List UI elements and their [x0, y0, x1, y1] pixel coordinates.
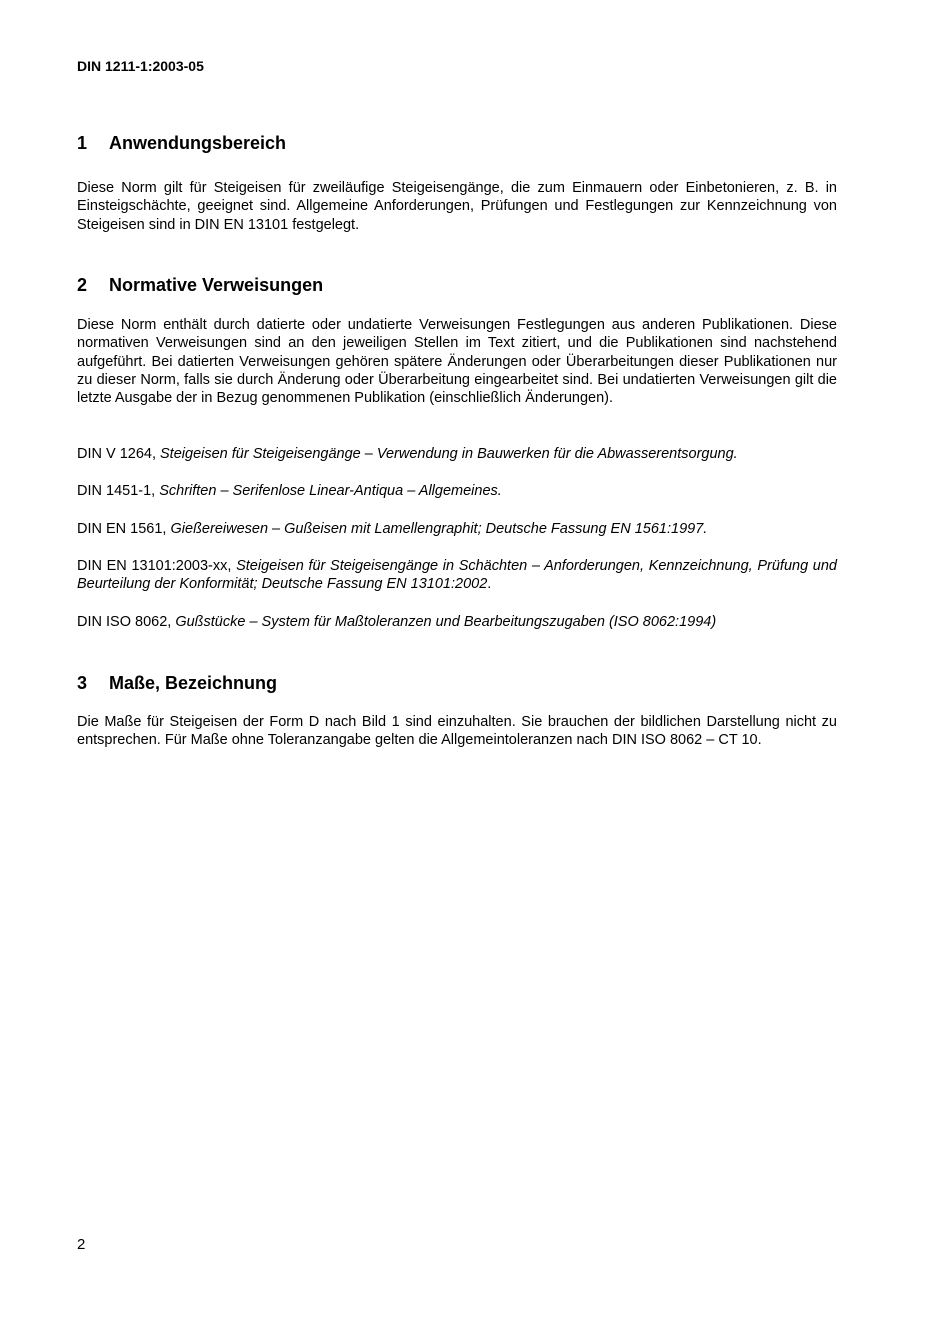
section-2-paragraph: Diese Norm enthält durch datierte oder undatierte Verweisungen Festlegungen aus anderen Publikationen. Diese normativen Verweisungen sind an den jeweiligen Stellen im Text zitiert, und die Publikationen sind nachstehend aufgeführt. Bei datierten Verweisungen gehören spätere Änderungen oder Überarbeitungen dieser Publikationen nur zu dieser Norm, falls sie durch Änderung oder Überarbeitung eingearbeitet sind. Bei undatierten Verweisungen gilt die letzte Ausgabe der in Bezug genommenen Publikation (einschließlich Änderungen). [77, 317, 837, 407]
page-number: 2 [77, 1236, 86, 1253]
reference-title: Schriften – Serifenlose Linear-Antiqua – Allgemeines. [159, 483, 502, 499]
section-1-paragraph: Diese Norm gilt für Steigeisen für zweiläufige Steigeisengänge, die zum Einmauern oder Einbetonieren, z. B. in Einsteigschächte, geeignet sind. Allgemeine Anforderungen, Prüfungen und Festlegungen zur Kennzeichnung von Steigeisen sind in DIN EN 13101 festgelegt. [77, 180, 837, 233]
reference-code: DIN EN 1561, [77, 521, 171, 537]
reference-code: DIN V 1264, [77, 446, 161, 462]
reference-code: DIN EN 13101:2003-xx, [77, 558, 237, 574]
document-id: DIN 1211-1:2003-05 [77, 58, 204, 74]
reference-din-en-13101 [77, 557, 837, 594]
reference-din-en-1561 [77, 520, 837, 538]
section-3-paragraph: Die Maße für Steigeisen der Form D nach Bild 1 sind einzuhalten. Sie brauchen der bildlichen Darstellung nicht zu entsprechen. Für Maße ohne Toleranzangabe gelten die Allgemeintoleranzen nach DIN ISO 8062 – CT 10. [77, 714, 837, 749]
section-heading-2 [77, 274, 323, 296]
reference-title: Gußstücke – System für Maßtoleranzen und Bearbeitungszugaben (ISO 8062:1994) [175, 614, 717, 630]
section-title: Anwendungsbereich [109, 133, 287, 153]
section-heading-1 [77, 132, 286, 154]
section-title: Maße, Bezeichnung [109, 673, 278, 693]
section-number: 2 [77, 275, 88, 295]
section-title: Normative Verweisungen [109, 275, 324, 295]
reference-din-v-1264 [77, 445, 837, 463]
reference-code: DIN ISO 8062, [77, 614, 176, 630]
reference-code: DIN 1451-1, [77, 483, 160, 499]
section-heading-3 [77, 672, 277, 694]
reference-din-iso-8062 [77, 613, 837, 631]
reference-title: Steigeisen für Steigeisengänge in Schächten – Anforderungen, Kennzeichnung, Prüfung und Beurteilung der Konformität; Deutsche Fassung EN 13101:2002 [77, 558, 837, 593]
section-number: 1 [77, 133, 88, 153]
reference-title: Steigeisen für Steigeisengänge – Verwendung in Bauwerken für die Abwasserentsorgung. [160, 446, 738, 462]
reference-suffix: . [487, 576, 492, 593]
reference-title: Gießereiwesen – Gußeisen mit Lamellengraphit; Deutsche Fassung EN 1561:1997. [170, 521, 708, 537]
reference-din-1451-1 [77, 482, 837, 500]
section-number: 3 [77, 673, 88, 693]
